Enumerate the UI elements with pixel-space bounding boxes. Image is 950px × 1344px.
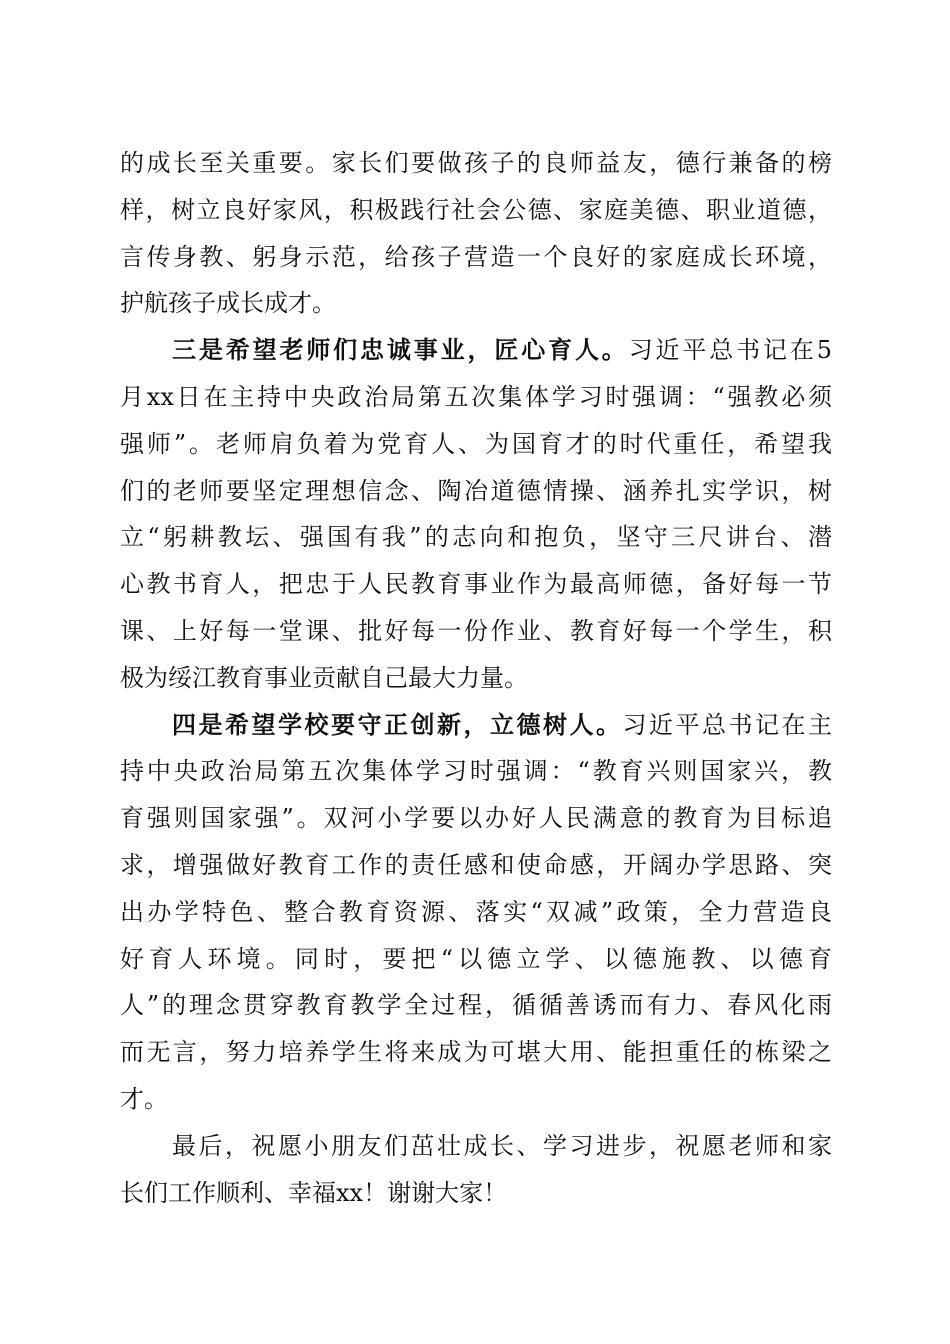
- paragraph-text: 习近平总书记在5: [628, 336, 832, 365]
- paragraph-school: [120, 702, 832, 1123]
- text-line: 样，树立良好家风，积极践行社会公德、家庭美德、职业道德，: [120, 195, 832, 224]
- text-line: 求，增强做好教育工作的责任感和使命感，开阔办学思路、突: [120, 850, 832, 879]
- paragraph-closing: [120, 1123, 832, 1217]
- text-line: 心教书育人，把忠于人民教育事业作为最高师德，备好每一节: [120, 570, 832, 599]
- document-body: [120, 140, 832, 1216]
- text-line: [120, 327, 832, 374]
- text-line: 极为绥江教育事业贡献自己最大力量。: [120, 663, 528, 692]
- text-line: 立“躬耕教坛、强国有我”的志向和抱负，坚守三尺讲台、潜: [120, 523, 832, 552]
- text-line: 月xx日在主持中央政治局第五次集体学习时强调：“强教必须: [120, 382, 832, 411]
- text-line: 的成长至关重要。家长们要做孩子的良师益友，德行兼备的榜: [120, 149, 832, 177]
- text-line: 人”的理念贯穿教育教学全过程，循循善诱而有力、春风化雨: [120, 991, 832, 1020]
- paragraph-family-role: [120, 140, 832, 327]
- paragraph-teachers: [120, 327, 832, 701]
- paragraph-heading: 四是希望学校要守正创新，立德树人。: [172, 709, 623, 739]
- text-line: 长们工作顺利、幸福xx！谢谢大家！: [120, 1178, 508, 1207]
- text-line: 们的老师要坚定理想信念、陶冶道德情操、涵养扎实学识，树: [120, 476, 832, 505]
- text-line: 好育人环境。同时，要把“以德立学、以德施教、以德育: [120, 944, 832, 973]
- text-line: 才。: [120, 1084, 168, 1113]
- text-line: 而无言，努力培养学生将来成为可堪大用、能担重任的栋梁之: [120, 1038, 832, 1067]
- paragraph-heading: 三是希望老师们忠诚事业，匠心育人。: [172, 335, 629, 365]
- text-line: 最后，祝愿小朋友们茁壮成长、学习进步，祝愿老师和家: [172, 1131, 832, 1160]
- text-line: 持中央政治局第五次集体学习时强调：“教育兴则国家兴，教: [120, 757, 832, 786]
- paragraph-text: 习近平总书记在主: [622, 710, 832, 739]
- text-line: 课、上好每一堂课、批好每一份作业、教育好每一个学生，积: [120, 616, 832, 645]
- text-line: 出办学特色、整合教育资源、落实“双减”政策，全力营造良: [120, 897, 832, 926]
- text-line: [120, 702, 832, 749]
- text-line: 言传身教、躬身示范，给孩子营造一个良好的家庭成长环境，: [120, 242, 832, 271]
- text-line: 强师”。老师肩负着为党育人、为国育才的时代重任，希望我: [120, 429, 832, 458]
- text-line: 育强则国家强”。双河小学要以办好人民满意的教育为目标追: [120, 804, 832, 833]
- text-line: 护航孩子成长成才。: [120, 289, 336, 318]
